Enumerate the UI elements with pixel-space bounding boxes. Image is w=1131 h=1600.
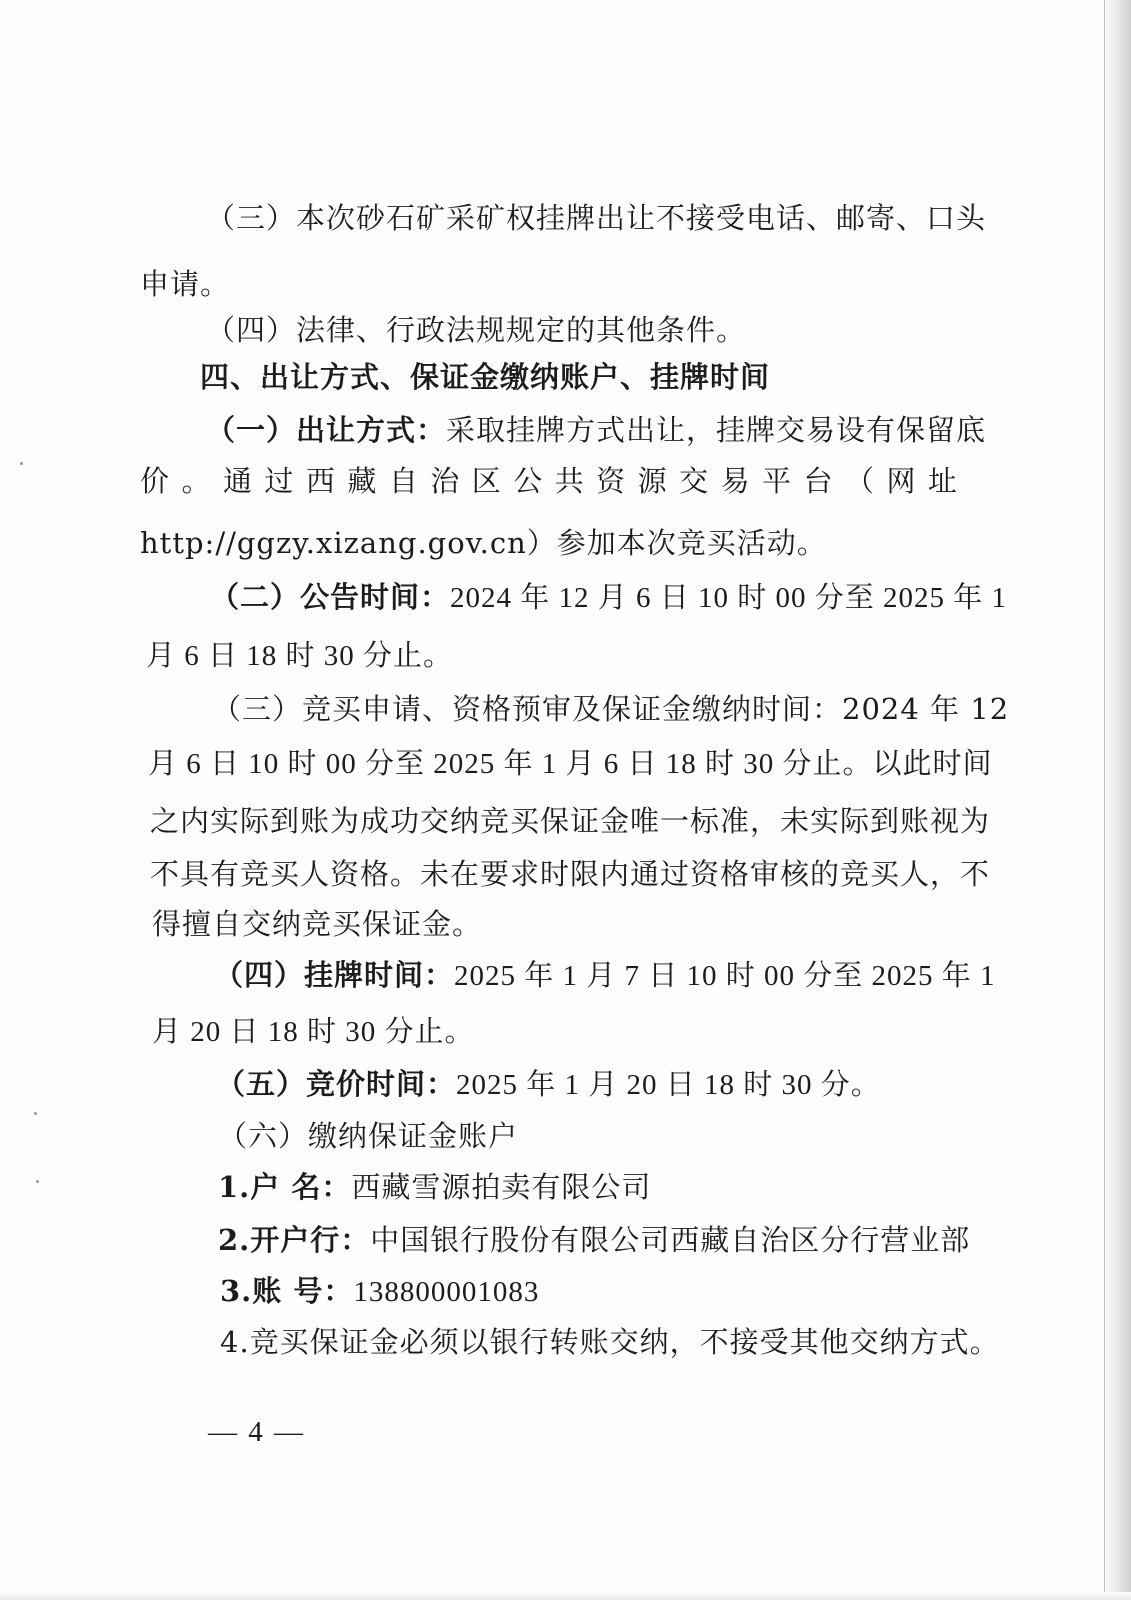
char: 通 — [222, 464, 253, 498]
char: 交 — [679, 464, 710, 498]
char: 易 — [720, 464, 751, 498]
item-1-line-3: http://ggzy.xizang.gov.cn）参加本次竞买活动。 — [140, 526, 827, 560]
text-line: （三）本次砂石矿采矿权挂牌出让不接受电话、邮寄、口头 — [206, 201, 987, 235]
account-number-row — [220, 1271, 539, 1312]
scan-speck — [34, 1112, 37, 1115]
paragraph-3-line-1 — [206, 198, 987, 238]
char: 过 — [264, 464, 295, 498]
item-5-text: 2025 年 1 月 20 日 18 时 30 分。 — [456, 1069, 881, 1101]
item-3-line-3: 之内实际到账为成功交纳竞买保证金唯一标准，未实际到账视为 — [150, 804, 991, 838]
item-2-label: （二）公告时间： — [210, 580, 451, 614]
char: 西 — [305, 464, 336, 498]
page-edge-line — [1104, 0, 1105, 1600]
account-name-label: 1.户 名： — [218, 1170, 352, 1204]
bank-row — [218, 1220, 970, 1260]
page-bottom-edge — [0, 1592, 1131, 1600]
item-3-line-2: 月 6 日 10 时 00 分至 2025 年 1 月 6 日 18 时 30 分止。以此时间 — [148, 748, 993, 780]
item-2-line-2: 月 6 日 18 时 30 分止。 — [146, 640, 454, 672]
item-4-line-1 — [214, 955, 996, 996]
char: 公 — [513, 464, 544, 498]
scan-speck — [36, 1180, 39, 1183]
char: 平 — [762, 464, 793, 498]
account-number-label: 3.账 号： — [220, 1274, 354, 1308]
item-1-label: （一）出让方式： — [206, 413, 447, 447]
char: 治 — [430, 464, 461, 498]
char: 共 — [554, 464, 585, 498]
char: 区 — [471, 464, 502, 498]
paragraph-4: （四）法律、行政法规规定的其他条件。 — [206, 313, 747, 347]
section-heading-4: 四、出让方式、保证金缴纳账户、挂牌时间 — [200, 360, 771, 394]
item-3-line-1: （三）竞买申请、资格预审及保证金缴纳时间：2024 年 12 — [212, 692, 1010, 726]
item-5-label: （五）竞价时间： — [216, 1067, 457, 1101]
char: 藏 — [347, 464, 378, 498]
char: 网 — [886, 464, 917, 498]
page-number: — 4 — — [208, 1416, 305, 1448]
account-number-value: 138800001083 — [353, 1276, 540, 1308]
item-5 — [216, 1064, 881, 1105]
item-6-heading: （六）缴纳保证金账户 — [218, 1119, 519, 1153]
bank-value: 中国银行股份有限公司西藏自治区分行营业部 — [370, 1223, 971, 1257]
item-4-text: 2025 年 1 月 7 日 10 时 00 分至 2025 年 1 — [454, 960, 996, 992]
item-4-line-2: 月 20 日 18 时 30 分止。 — [152, 1016, 475, 1048]
item-3-line-5: 得擅自交纳竞买保证金。 — [152, 907, 483, 941]
account-name-value: 西藏雪源拍卖有限公司 — [351, 1170, 652, 1204]
char: 址 — [927, 464, 958, 498]
bank-label: 2.开户行： — [218, 1223, 371, 1257]
char: 资 — [596, 464, 627, 498]
page-edge — [1103, 0, 1131, 1600]
account-name-row — [218, 1167, 651, 1207]
item-1-text: 采取挂牌方式出让，挂牌交易设有保留底 — [446, 413, 987, 447]
char: 。 — [181, 464, 212, 498]
char: （ — [844, 464, 875, 498]
char: 价 — [140, 464, 171, 498]
item-3-line-4: 不具有竞买人资格。未在要求时限内通过资格审核的竞买人，不 — [150, 857, 991, 891]
item-1-line-1 — [206, 410, 987, 450]
item-2-text: 2024 年 12 月 6 日 10 时 00 分至 2025 年 1 — [450, 582, 1008, 614]
char: 台 — [803, 464, 834, 498]
payment-note: 4.竞买保证金必须以银行转账交纳，不接受其他交纳方式。 — [220, 1325, 1000, 1359]
item-1-line-2 — [140, 461, 958, 501]
item-4-label: （四）挂牌时间： — [214, 958, 455, 992]
item-2-line-1 — [210, 577, 1007, 618]
char: 源 — [637, 464, 668, 498]
scan-speck — [20, 462, 23, 465]
paragraph-3-line-2: 申请。 — [140, 267, 231, 301]
char: 自 — [388, 464, 419, 498]
